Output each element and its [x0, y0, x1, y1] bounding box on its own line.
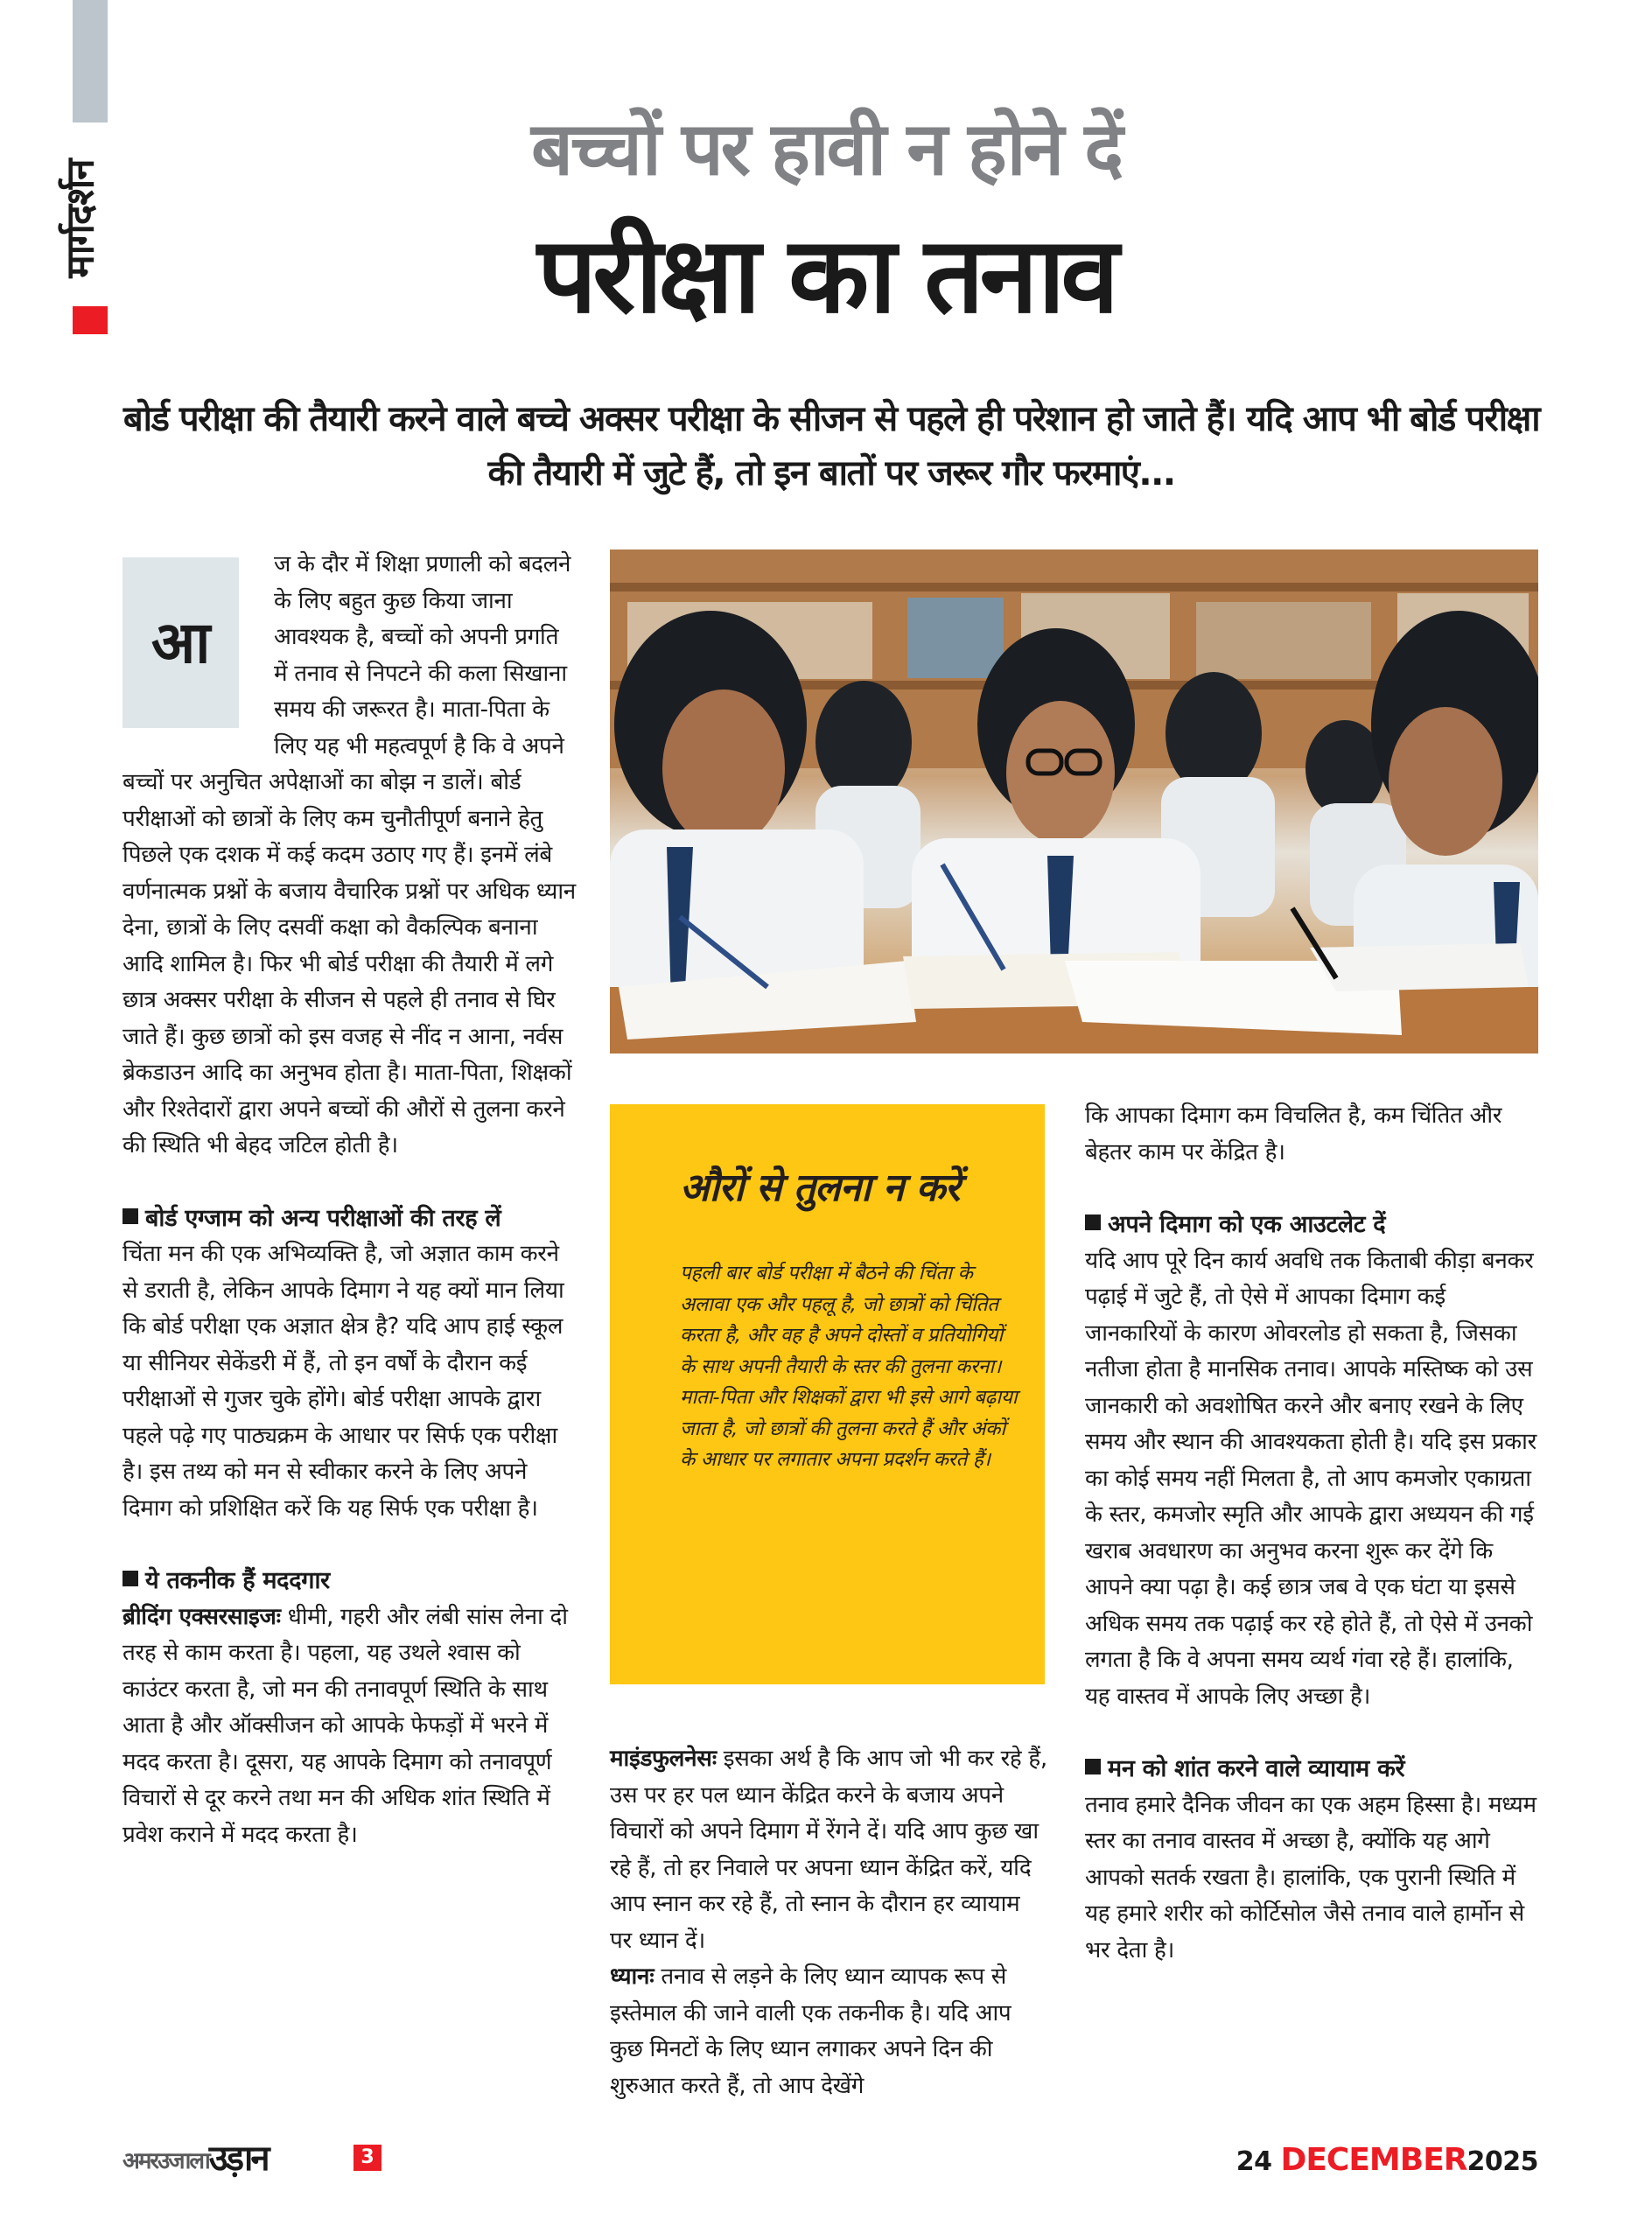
section-heading: बोर्ड एग्जाम को अन्य परीक्षाओं की तरह लें: [122, 1200, 578, 1237]
continuation-paragraph: कि आपका दिमाग कम विचलित है, कम चिंतित और बेहतर काम पर केंद्रित है।: [1085, 1102, 1502, 1166]
students-studying-illustration: [610, 550, 1538, 1054]
open-book: [1310, 943, 1529, 991]
section-paragraph: ब्रीदिंग एक्सरसाइजः धीमी, गहरी और लंबी सांस लेना दो तरह से काम करता है। पहला, यह उथले श्वास को काउंटर करता है, जो मन की तनावपूर्ण स्थिति के साथ आता है और ऑक्सीजन को आपके फेफड़ों में भरने में मदद करता है। दूसरा, यह आपके दिमाग को तनावपूर्ण विचारों से दूर करने तथा मन की अधिक शांत स्थिति में प्रवेश कराने में मदद करता है।: [122, 1603, 568, 1848]
section-heading: ये तकनीक हैं मददगार: [122, 1563, 578, 1600]
dropcap-letter: आ: [150, 607, 211, 676]
section-heading: अपने दिमाग को एक आउटलेट दें: [1085, 1207, 1540, 1243]
section-paragraph: तनाव हमारे दैनिक जीवन का एक अहम हिस्सा है। मध्यम स्तर का तनाव वास्तव में अच्छा है, क्योंकि यह आगे आपको सतर्क रखता है। हालांकि, एक पुरानी स्थिति में यह हमारे शरीर को कोर्टिसोल जैसे तनाव वाले हार्मोन से भर देता है।: [1085, 1791, 1536, 1964]
issue-date: [1236, 2142, 1538, 2178]
bullet-square-icon: [122, 1208, 138, 1224]
sidebar-body: पहली बार बोर्ड परीक्षा में बैठने की चिंता के अलावा एक और पहलू है, जो छात्रों को चिंतित करता है, और वह है अपने दोस्तों व प्रतियोगियों के साथ अपनी तैयारी के स्तर की तुलना करना। माता-पिता और शिक्षकों द्वारा भी इसे आगे बढ़ाया जाता है, जो छात्रों की तुलना करते हैं और अंकों के आधार पर लगातार अपना प्रदर्शन करते हैं।: [680, 1262, 1018, 1471]
article-photo: [610, 550, 1538, 1054]
sidebar-box: [610, 1104, 1045, 1684]
mindfulness-paragraph: माइंडफुलनेसः इसका अर्थ है कि आप जो भी कर रहे हैं, उस पर हर पल ध्यान केंद्रित करने के बजाय अपने विचारों को अपने दिमाग में रेंगने दें। यदि आप कुछ खा रहे हैं, तो हर निवाले पर अपना ध्यान केंद्रित करें, यदि आप स्नान कर रहे हैं, तो स्नान के दौरान हर व्यायाम पर ध्यान दें।: [610, 1746, 1047, 1954]
article-column-1: [122, 547, 578, 1853]
bullet-square-icon: [1085, 1214, 1101, 1230]
date-day: 24: [1236, 2146, 1272, 2177]
article-column-2: [610, 1741, 1047, 2104]
headline-deck: बोर्ड परीक्षा की तैयारी करने वाले बच्चे अक्सर परीक्षा के सीजन से पहले ही परेशान हो जाते हैं। यदि आप भी बोर्ड परीक्षा की तैयारी में जुटे हैं, तो इन बातों पर जरूर गौर फरमाएं...: [122, 399, 1540, 494]
date-month: DECEMBER: [1280, 2142, 1467, 2178]
date-year: 2025: [1466, 2146, 1538, 2177]
article-column-3: [1085, 1098, 1540, 1969]
sidebar-title: औरों से तुलना न करें: [680, 1166, 960, 1210]
intro-paragraph: ज के दौर में शिक्षा प्रणाली को बदलने के लिए बहुत कुछ किया जाना आवश्यक है, बच्चों को अपनी प्रगति में तनाव से निपटने की कला सिखाना समय की जरूरत है। माता-पिता के लिए यह भी महत्वपूर्ण है कि वे अपने बच्चों पर अनुचित अपेक्षाओं का बोझ न डालें। बोर्ड परीक्षाओं को छात्रों के लिए कम चुनौतीपूर्ण बनाने हेतु पिछले एक दशक में कई कदम उठाए गए हैं। इनमें लंबे वर्णनात्मक प्रश्नों के बजाय वैचारिक प्रश्नों पर अधिक ध्यान देना, छात्रों के लिए दसवीं कक्षा को वैकल्पिक बनाना आदि शामिल है। फिर भी बोर्ड परीक्षा की तैयारी में लगे छात्र अक्सर परीक्षा के सीजन से पहले ही तनाव से घिर जाते हैं। कुछ छात्रों को इस वजह से नींद न आना, नर्वस ब्रेकडाउन आदि का अनुभव होता है। माता-पिता, शिक्षकों और रिश्तेदारों द्वारा अपने बच्चों की औरों से तुलना करने की स्थिति भी बेहद जटिल होती है।: [122, 551, 576, 1158]
section-rail-bar: [73, 0, 108, 122]
run-in-lead: ध्यानः: [610, 1964, 654, 1990]
bullet-square-icon: [1085, 1759, 1101, 1774]
publication-logo: [122, 2138, 268, 2179]
meditation-paragraph: ध्यानः तनाव से लड़ने के लिए ध्यान व्यापक रूप से इस्तेमाल की जाने वाली एक तकनीक है। यदि आप कुछ मिनटों के लिए ध्यान लगाकर अपने दिन की शुरुआत करते हैं, तो आप देखेंगे: [610, 1964, 1012, 2099]
section-label: मार्गदर्शन: [59, 159, 103, 278]
section-heading: मन को शांत करने वाले व्यायाम करें: [1085, 1751, 1540, 1788]
dropcap-box: [122, 557, 239, 728]
headline-title: परीक्षा का तनाव: [536, 215, 1116, 337]
section-paragraph: यदि आप पूरे दिन कार्य अवधि तक किताबी कीड़ा बनकर पढ़ाई में जुटे हैं, तो ऐसे में आपका दिमाग कई जानकारियों के कारण ओवरलोड हो सकता है, जिसका नतीजा होता है मानसिक तनाव। आपके मस्तिष्क को उस जानकारी को अवशोषित करने और बनाए रखने के लिए समय और स्थान की आवश्यकता होती है। यदि इस प्रकार का कोई समय नहीं मिलता है, तो आप कमजोर एकाग्रता के स्तर, कमजोर स्मृति और आपके द्वारा अध्ययन की गई खराब अवधारण का अनुभव करना शुरू कर देंगे कि आपने क्या पढ़ा है। कई छात्र जब वे एक घंटा या इससे अधिक समय तक पढ़ाई कर रहे होते हैं, तो ऐसे में उनको लगता है कि वे अपना समय व्यर्थ गंवा रहे हैं। हालांकि, यह वास्तव में आपके लिए अच्छा है।: [1085, 1247, 1536, 1710]
run-in-lead: ब्रीदिंग एक्सरसाइजः: [122, 1603, 281, 1630]
bullet-square-icon: [122, 1571, 138, 1586]
logo-amar-ujala: अमरउजाला: [122, 2148, 209, 2174]
run-in-lead: माइंडफुलनेसः: [610, 1746, 717, 1772]
headline-kicker: बच्चों पर हावी न होने दें: [530, 106, 1122, 192]
page-number: 3: [354, 2145, 382, 2171]
section-paragraph: चिंता मन की एक अभिव्यक्ति है, जो अज्ञात काम करने से डराती है, लेकिन आपके दिमाग ने यह क्यों मान लिया कि बोर्ड परीक्षा एक अज्ञात क्षेत्र है? यदि आप हाई स्कूल या सीनियर सेकेंडरी में हैं, तो इन वर्षों के दौरान कई परीक्षाओं से गुजर चुके होंगे। बोर्ड परीक्षा आपके द्वारा पहले पढ़े गए पाठ्यक्रम के आधार पर सिर्फ एक परीक्षा है। इस तथ्य को मन से स्वीकार करने के लिए अपने दिमाग को प्रशिक्षित करें कि यह सिर्फ एक परीक्षा है।: [122, 1241, 564, 1522]
logo-udaan: उड़ान: [208, 2138, 268, 2179]
